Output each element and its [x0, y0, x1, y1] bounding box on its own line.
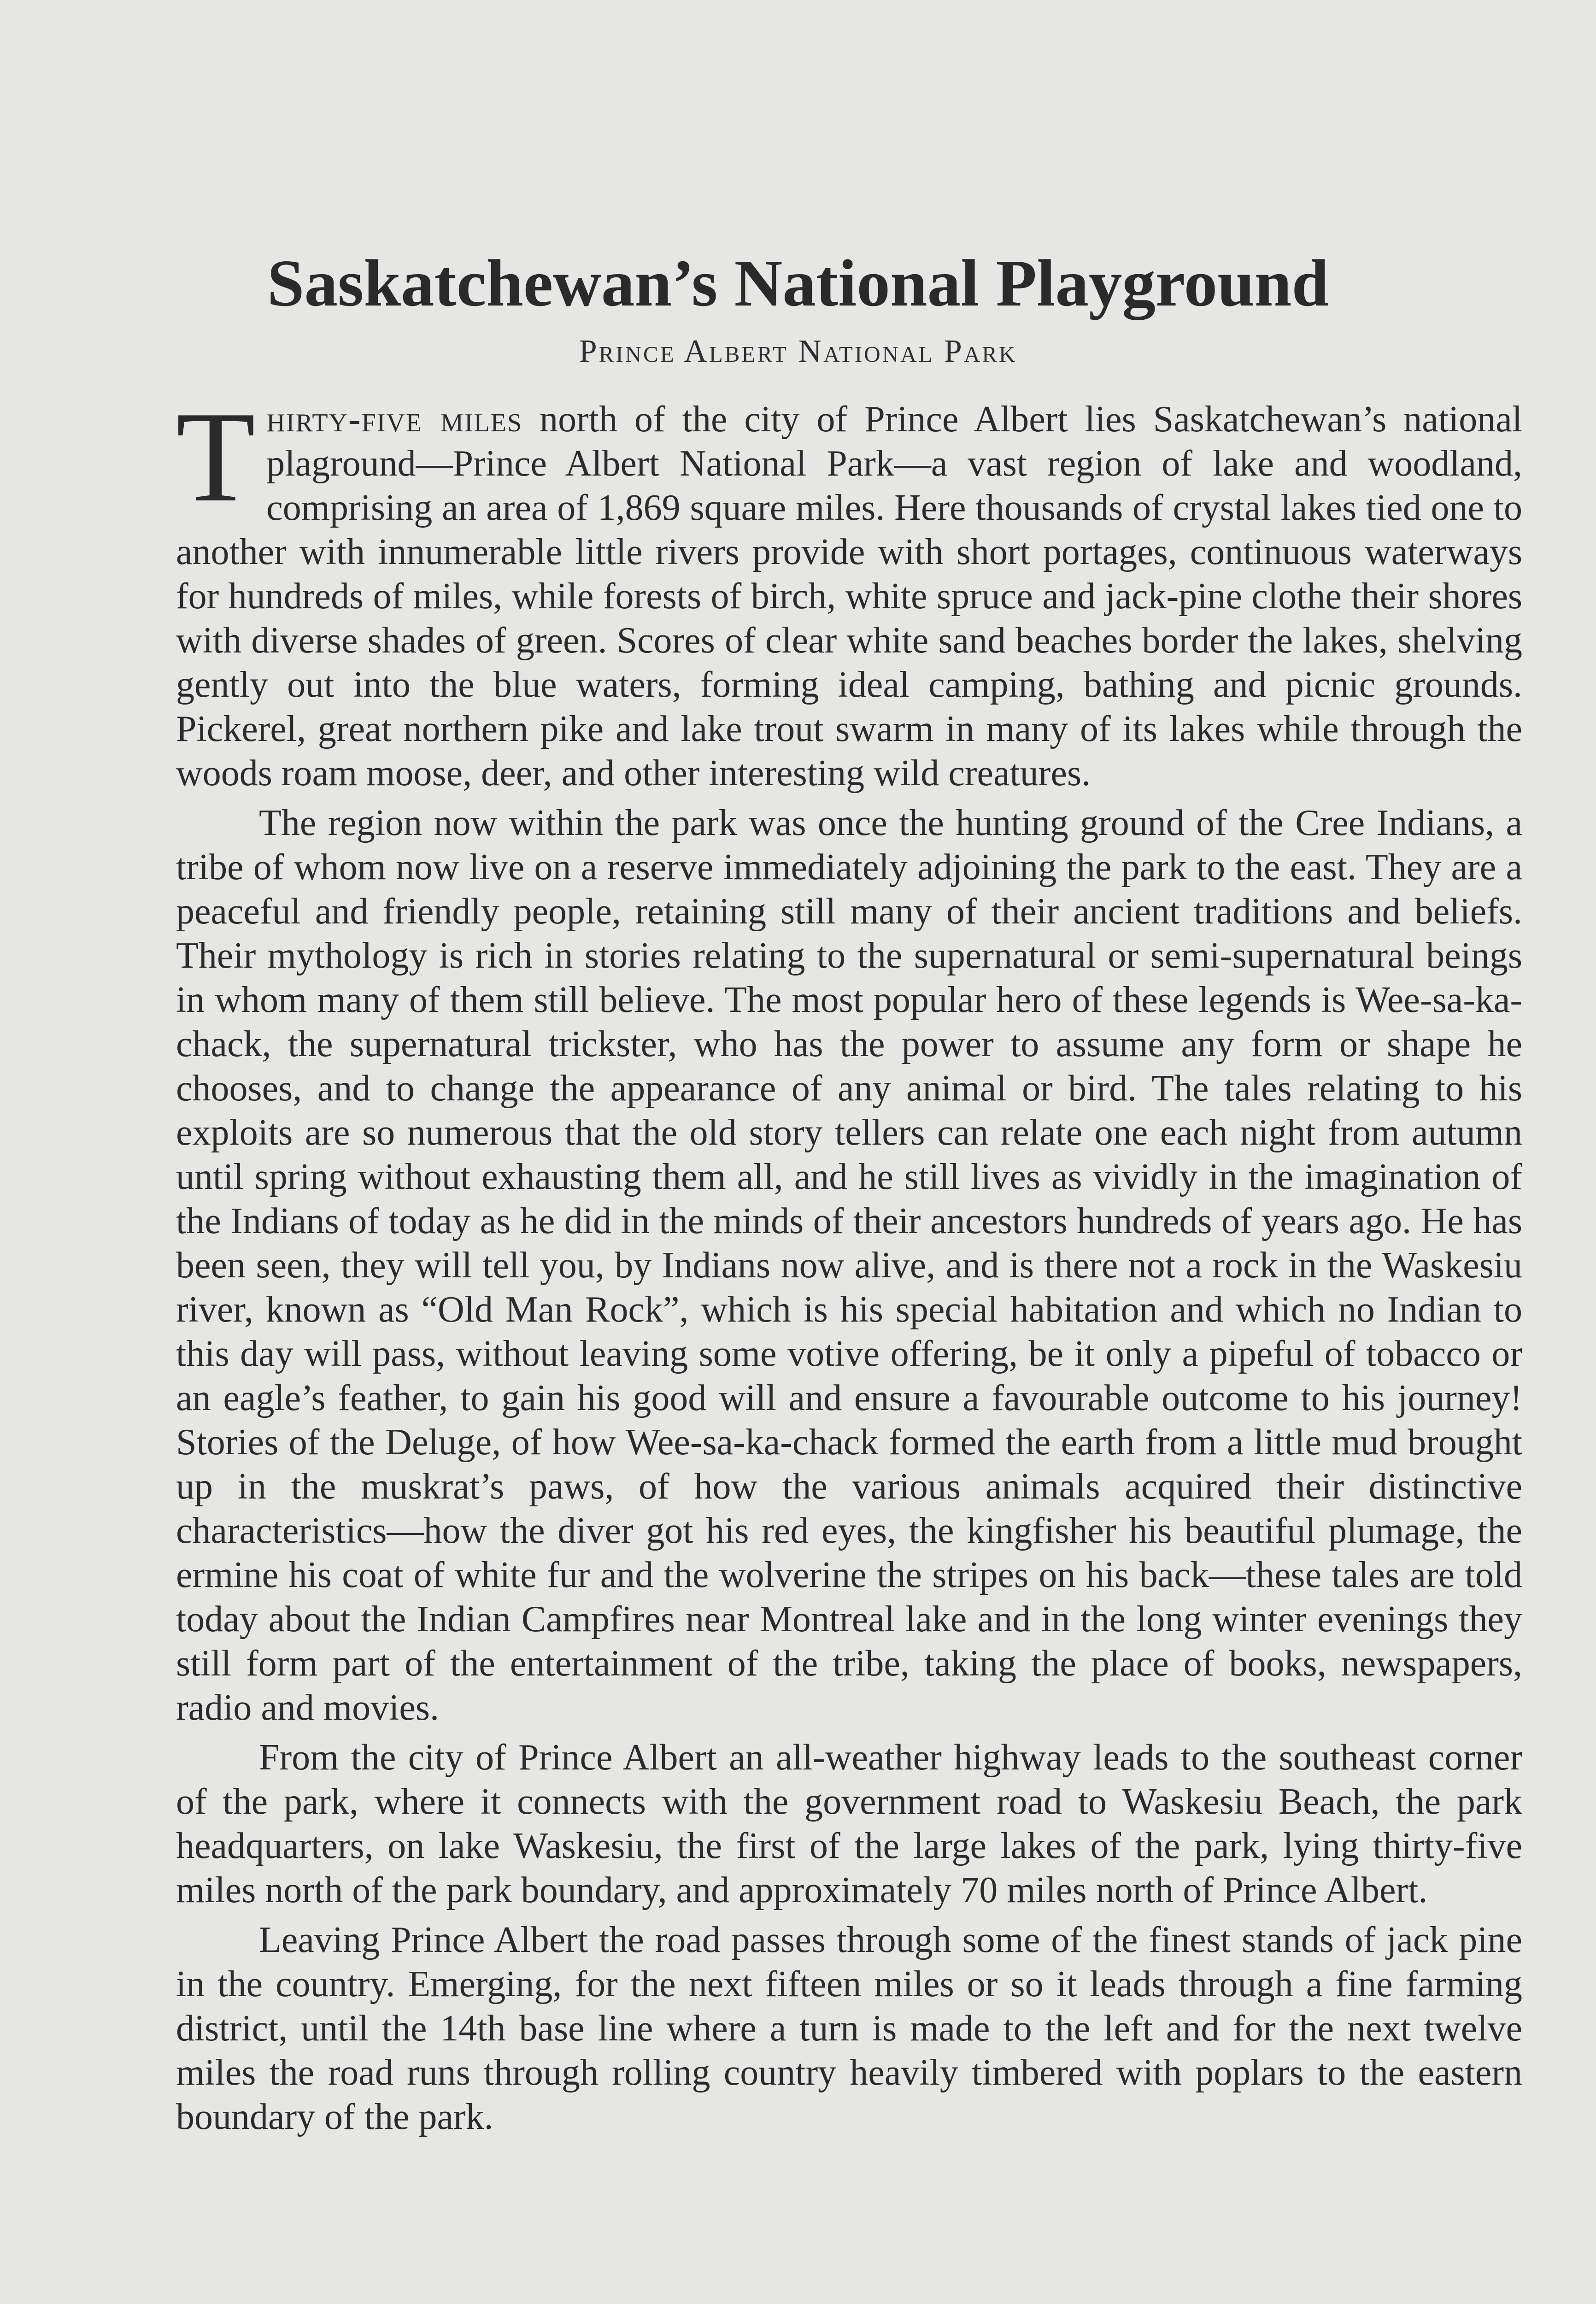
drop-cap: T [176, 385, 256, 529]
paragraph-1-text: north of the city of Prince Albert lies Saskatchewan’s national plaground—Prince Albert National Park—a vast region of lake and woodland, comprising an area of 1,869 square miles. Here thousands of crystal lakes tied one to another with innumerable little rivers provide with short portages, continuous waterways for hundreds of miles, while forests of birch, white spruce and jack-pine clothe their shores with diverse shades of green. Scores of clear white sand beaches border the lakes, shelving gently out into the blue waters, forming ideal camping, bathing and picnic grounds. Pickerel, great northern pike and lake trout swarm in many of its lakes while through the woods roam moose, deer, and other interesting wild creatures. [176, 399, 1523, 793]
page-subtitle: Prince Albert National Park [579, 334, 1017, 369]
page-title: Saskatchewan’s National Playground [267, 247, 1329, 320]
paragraph-4: Leaving Prince Albert the road passes through some of the finest stands of jack pine in the country. Emerging, for the next fifteen miles or so it leads through a fine farming district, until the 14th base line where a turn is made to the left and for the next twelve miles the road runs through rolling country heavily timbered with poplars to the eastern boundary of the park. [176, 1920, 1522, 2137]
paragraph-1 [176, 385, 1523, 795]
lead-in-small-caps: hirty-five miles [266, 399, 523, 440]
paragraph-2: The region now within the park was once the hunting ground of the Cree Indians, a tribe of whom now live on a reserve immediately adjoining the park to the east. They are a peaceful and friendly people, retaining still many of their ancient traditions and beliefs. Their mythology is rich in stories relating to the supernatural or semi-supernatural beings in whom many of them still believe. The most popular hero of these legends is Wee-sa-ka-chack, the supernatural trickster, who has the power to assume any form or shape he chooses, and to change the appearance of any animal or bird. The tales relating to his exploits are so numerous that the old story tellers can relate one each night from autumn until spring without exhausting them all, and he still lives as vividly in the imagination of the Indians of today as he did in the minds of their ancestors hundreds of years ago. He has been seen, they will tell you, by Indians now alive, and is there not a rock in the Waskesiu river, known as “Old Man Rock”, which is his special habitation and which no Indian to this day will pass, without leaving some votive offering, be it only a pipeful of tobacco or an eagle’s feather, to gain his good will and ensure a favourable outcome to his journey! Stories of the Deluge, of how Wee-sa-ka-chack formed the earth from a little mud brought up in the muskrat’s paws, of how the various animals acquired their distinctive characteristics—how the diver got his red eyes, the kingfisher his beautiful plumage, the ermine his coat of white fur and the wolverine the stripes on his back—these tales are told today about the Indian Campfires near Montreal lake and in the long winter evenings they still form part of the entertainment of the tribe, taking the place of books, newspapers, radio and movies. [176, 803, 1522, 1728]
article-body [176, 385, 1523, 2139]
paragraph-3: From the city of Prince Albert an all-weather highway leads to the southeast corner of the park, where it connects with the government road to Waskesiu Beach, the park headquarters, on lake Waskesiu, the first of the large lakes of the park, lying thirty-five miles north of the park boundary, and approximately 70 miles north of Prince Albert. [176, 1737, 1522, 1910]
